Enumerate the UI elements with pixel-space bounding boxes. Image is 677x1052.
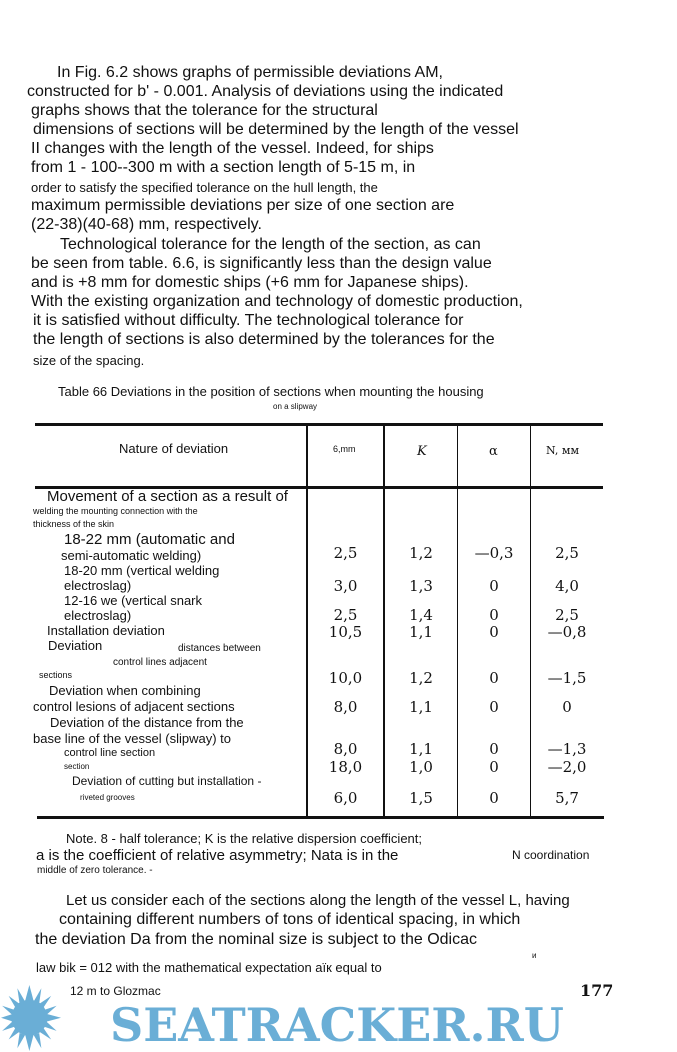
k-cell: 1,2	[409, 544, 433, 562]
watermark: SEATRACKER.RU	[110, 998, 564, 1052]
n-cell: —1,5	[547, 669, 587, 687]
delta-cell: 2,5	[333, 606, 358, 624]
row-desc: electroslag)	[64, 578, 132, 593]
paragraph-line: constructed for b' - 0.001. Analysis of deviations using the indicated	[27, 83, 504, 100]
row-desc: base line of the vessel (slipway) to	[33, 731, 231, 746]
paragraph-line: In Fig. 6.2 shows graphs of permissible deviations AM,	[57, 64, 443, 81]
alpha-cell: 0	[489, 623, 499, 641]
paragraph-line: Technological tolerance for the length of the section, as can	[60, 236, 481, 253]
alpha-cell: —0,3	[474, 544, 514, 562]
header-delta: 6,mm	[333, 444, 356, 454]
alpha-cell: 0	[489, 698, 499, 716]
paragraph-line: II changes with the length of the vessel. Indeed, for ships	[31, 140, 434, 157]
n-cell: 2,5	[555, 544, 579, 562]
header-k: K	[417, 444, 427, 459]
table-top-rule	[35, 423, 603, 426]
k-cell: 1,0	[409, 758, 433, 776]
row-desc: control lesions of adjacent sections	[33, 699, 235, 714]
paragraph-line: from 1 - 100--300 m with a section length of 5-15 m, in	[31, 159, 416, 176]
paragraph-line: Let us consider each of the sections along the length of the vessel L, having	[66, 892, 570, 909]
row-desc: Installation deviation	[47, 623, 165, 638]
row-desc: Deviation when combining	[49, 683, 201, 698]
paragraph-line: containing different numbers of tons of identical spacing, in which	[59, 911, 521, 928]
sun-logo-icon	[0, 985, 62, 1051]
paragraph-line: it is satisfied without difficulty. The technological tolerance for	[33, 312, 464, 329]
row-desc: 18-20 mm (vertical welding	[64, 563, 220, 578]
table-bottom-rule	[37, 816, 604, 819]
row-desc: thickness of the skin	[33, 519, 115, 529]
row-desc: semi-automatic welding)	[61, 548, 202, 563]
k-cell: 1,1	[409, 698, 433, 716]
alpha-cell: 0	[489, 789, 499, 807]
row-desc: control lines adjacent	[113, 657, 207, 668]
row-desc: Deviation of the distance from the	[50, 715, 244, 730]
paragraph-line: and is +8 mm for domestic ships (+6 mm for Japanese ships).	[31, 274, 469, 291]
paragraph-line: law bik = 012 with the mathematical expectation aïк equal to	[36, 960, 382, 975]
delta-cell: 18,0	[328, 758, 363, 776]
delta-cell: 8,0	[333, 698, 358, 716]
table-subtitle: on a slipway	[273, 402, 318, 411]
note-line: N coordination	[512, 848, 590, 862]
row-desc: 12-16 we (vertical snark	[64, 593, 202, 608]
row-desc: sections	[39, 670, 73, 680]
delta-cell: 2,5	[333, 544, 358, 562]
delta-cell: 8,0	[333, 740, 358, 758]
paragraph-line: the deviation Da from the nominal size is subject to the Odicac	[35, 931, 477, 948]
alpha-cell: 0	[489, 740, 499, 758]
paragraph-line: (22-38)(40-68) mm, respectively.	[31, 216, 262, 233]
table-title: Table 66 Deviations in the position of sections when mounting the housing	[58, 384, 484, 399]
paragraph-line: maximum permissible deviations per size of one section are	[31, 197, 455, 214]
alpha-cell: 0	[489, 606, 499, 624]
alpha-cell: 0	[489, 577, 499, 595]
n-cell: —1,3	[547, 740, 587, 758]
note-line: Note. 8 - half tolerance; K is the relative dispersion coefficient;	[66, 831, 423, 846]
n-cell: 0	[562, 698, 572, 716]
paragraph-line: the length of sections is also determined by the tolerances for the	[33, 331, 495, 348]
header-n: N, мм	[546, 444, 580, 457]
k-cell: 1,5	[409, 789, 433, 807]
k-cell: 1,1	[409, 623, 433, 641]
k-cell: 1,1	[409, 740, 433, 758]
n-cell: —2,0	[547, 758, 587, 776]
note-line: a is the coefficient of relative asymmetry; Nata is in the	[36, 847, 399, 864]
delta-cell: 10,0	[328, 669, 363, 687]
row-desc: section	[64, 762, 90, 771]
n-cell: 5,7	[555, 789, 579, 807]
delta-cell: 3,0	[333, 577, 358, 595]
k-cell: 1,4	[409, 606, 433, 624]
k-cell: 1,3	[409, 577, 433, 595]
alpha-cell: 0	[489, 669, 499, 687]
n-cell: 4,0	[555, 577, 579, 595]
delta-cell: 6,0	[333, 789, 358, 807]
paragraph-line: и	[532, 951, 537, 960]
alpha-cell: 0	[489, 758, 499, 776]
page-number: 177	[580, 981, 614, 1000]
note-line: middle of zero tolerance. -	[37, 865, 153, 876]
paragraph-line: size of the spacing.	[33, 353, 145, 368]
row-desc: Movement of a section as a result of	[47, 488, 288, 505]
row-desc: riveted grooves	[80, 793, 135, 802]
paragraph-line: graphs shows that the tolerance for the structural	[31, 102, 378, 119]
row-desc: electroslag)	[64, 608, 132, 623]
paragraph-line: With the existing organization and technology of domestic production,	[31, 293, 523, 310]
footer-line: 12 m to Glozmac	[70, 984, 161, 998]
delta-cell: 10,5	[328, 623, 363, 641]
k-cell: 1,2	[409, 669, 433, 687]
row-desc: Deviation of cutting but installation -	[72, 774, 262, 788]
paragraph-line: order to satisfy the specified tolerance on the hull length, the	[31, 180, 378, 195]
paragraph-line: dimensions of sections will be determined by the length of the vessel	[33, 121, 519, 138]
row-desc: 18-22 mm (automatic and	[64, 531, 235, 548]
n-cell: 2,5	[555, 606, 579, 624]
row-desc: welding the mounting connection with the	[33, 506, 198, 516]
row-desc: Deviation	[48, 638, 103, 653]
header-nature: Nature of deviation	[119, 441, 229, 456]
row-desc: distances between	[178, 643, 261, 654]
header-alpha: α	[489, 444, 498, 459]
paragraph-line: be seen from table. 6.6, is significantly less than the design value	[31, 255, 492, 272]
n-cell: —0,8	[547, 623, 587, 641]
row-desc: control line section	[64, 747, 156, 759]
